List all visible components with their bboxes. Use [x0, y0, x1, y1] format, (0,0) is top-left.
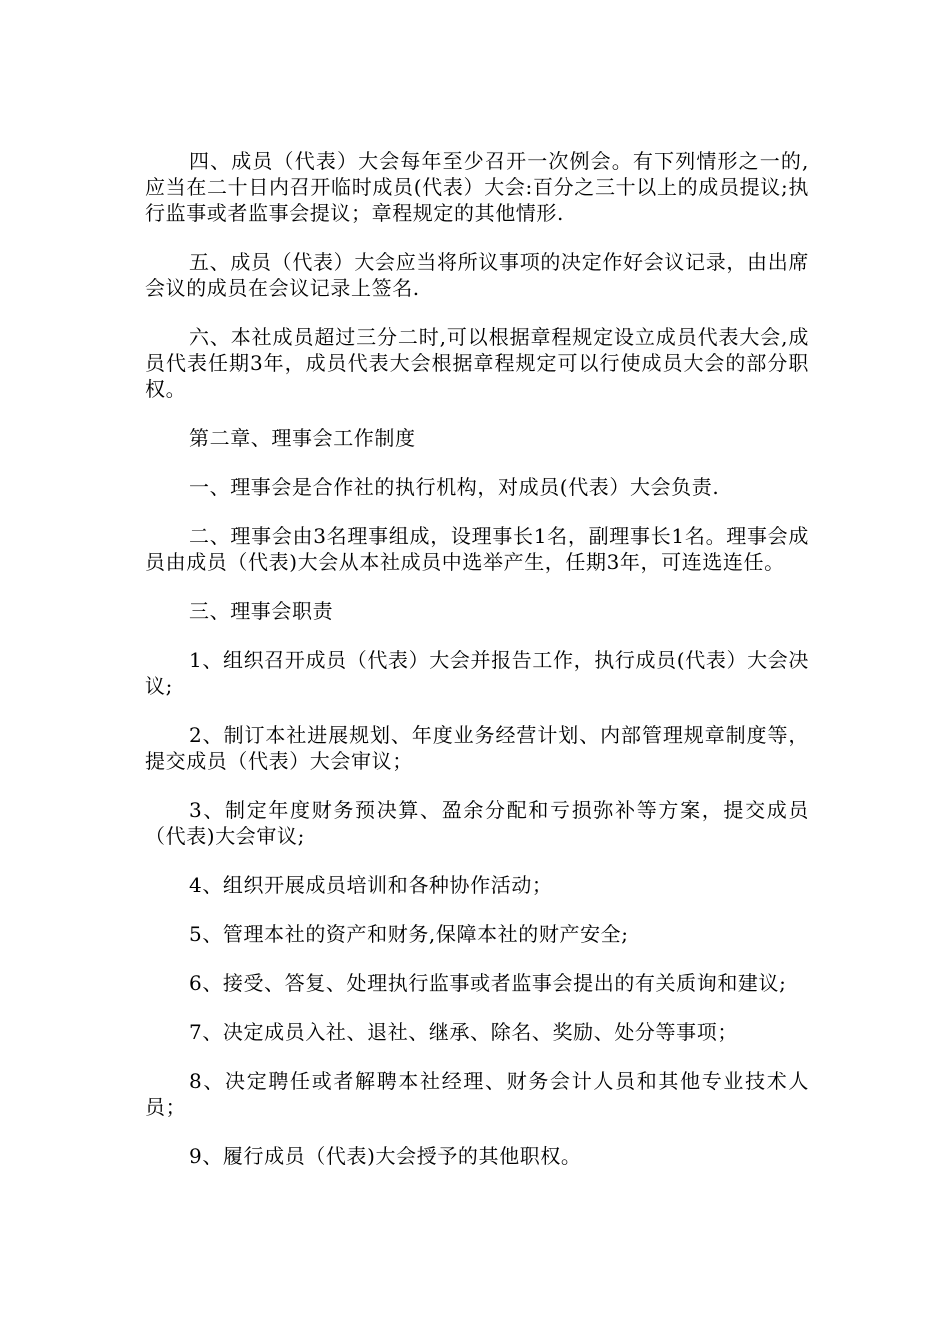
chapter-heading: 第二章、理事会工作制度 [189, 426, 416, 450]
paragraph-council-composition: 二、理事会由3名理事组成，设理事长1名，副理事长1名。理事会成员由成员（代表)大会从本社成员中选举产生，任期3年，可连选连任。 [145, 524, 809, 574]
paragraph-meeting-rules: 四、成员（代表）大会每年至少召开一次例会。有下列情形之一的,应当在二十日内召开临时成员(代表）大会:百分之三十以上的成员提议;执行监事或者监事会提议；章程规定的其他情形. [145, 149, 809, 225]
duty-item-2: 2、制订本社进展规划、年度业务经营计划、内部管理规章制度等，提交成员（代表）大会审议； [145, 723, 809, 773]
section-heading-duties: 三、理事会职责 [189, 599, 334, 623]
duty-item-7: 7、决定成员入社、退社、继承、除名、奖励、处分等事项； [189, 1020, 738, 1044]
duty-item-6: 6、接受、答复、处理执行监事或者监事会提出的有关质询和建议; [189, 971, 787, 995]
paragraph-council-role: 一、理事会是合作社的执行机构，对成员(代表）大会负责. [189, 475, 720, 499]
paragraph-meeting-minutes: 五、成员（代表）大会应当将所议事项的决定作好会议记录，由出席会议的成员在会议记录上签名. [145, 250, 809, 300]
duty-item-1: 1、组织召开成员（代表）大会并报告工作，执行成员(代表）大会决议; [145, 648, 809, 698]
duty-item-4: 4、组织开展成员培训和各种协作活动； [189, 873, 553, 897]
duty-item-3: 3、制定年度财务预决算、盈余分配和亏损弥补等方案，提交成员（代表)大会审议; [145, 798, 809, 848]
duty-item-8: 8、决定聘任或者解聘本社经理、财务会计人员和其他专业技术人员； [145, 1069, 809, 1119]
paragraph-representative-assembly: 六、本社成员超过三分二时,可以根据章程规定设立成员代表大会,成员代表任期3年，成员代表大会根据章程规定可以行使成员大会的部分职权。 [145, 325, 809, 401]
duty-item-9: 9、履行成员（代表)大会授予的其他职权。 [189, 1144, 582, 1168]
duty-item-5: 5、管理本社的资产和财务,保障本社的财产安全; [189, 922, 629, 946]
document-body [145, 148, 809, 1192]
